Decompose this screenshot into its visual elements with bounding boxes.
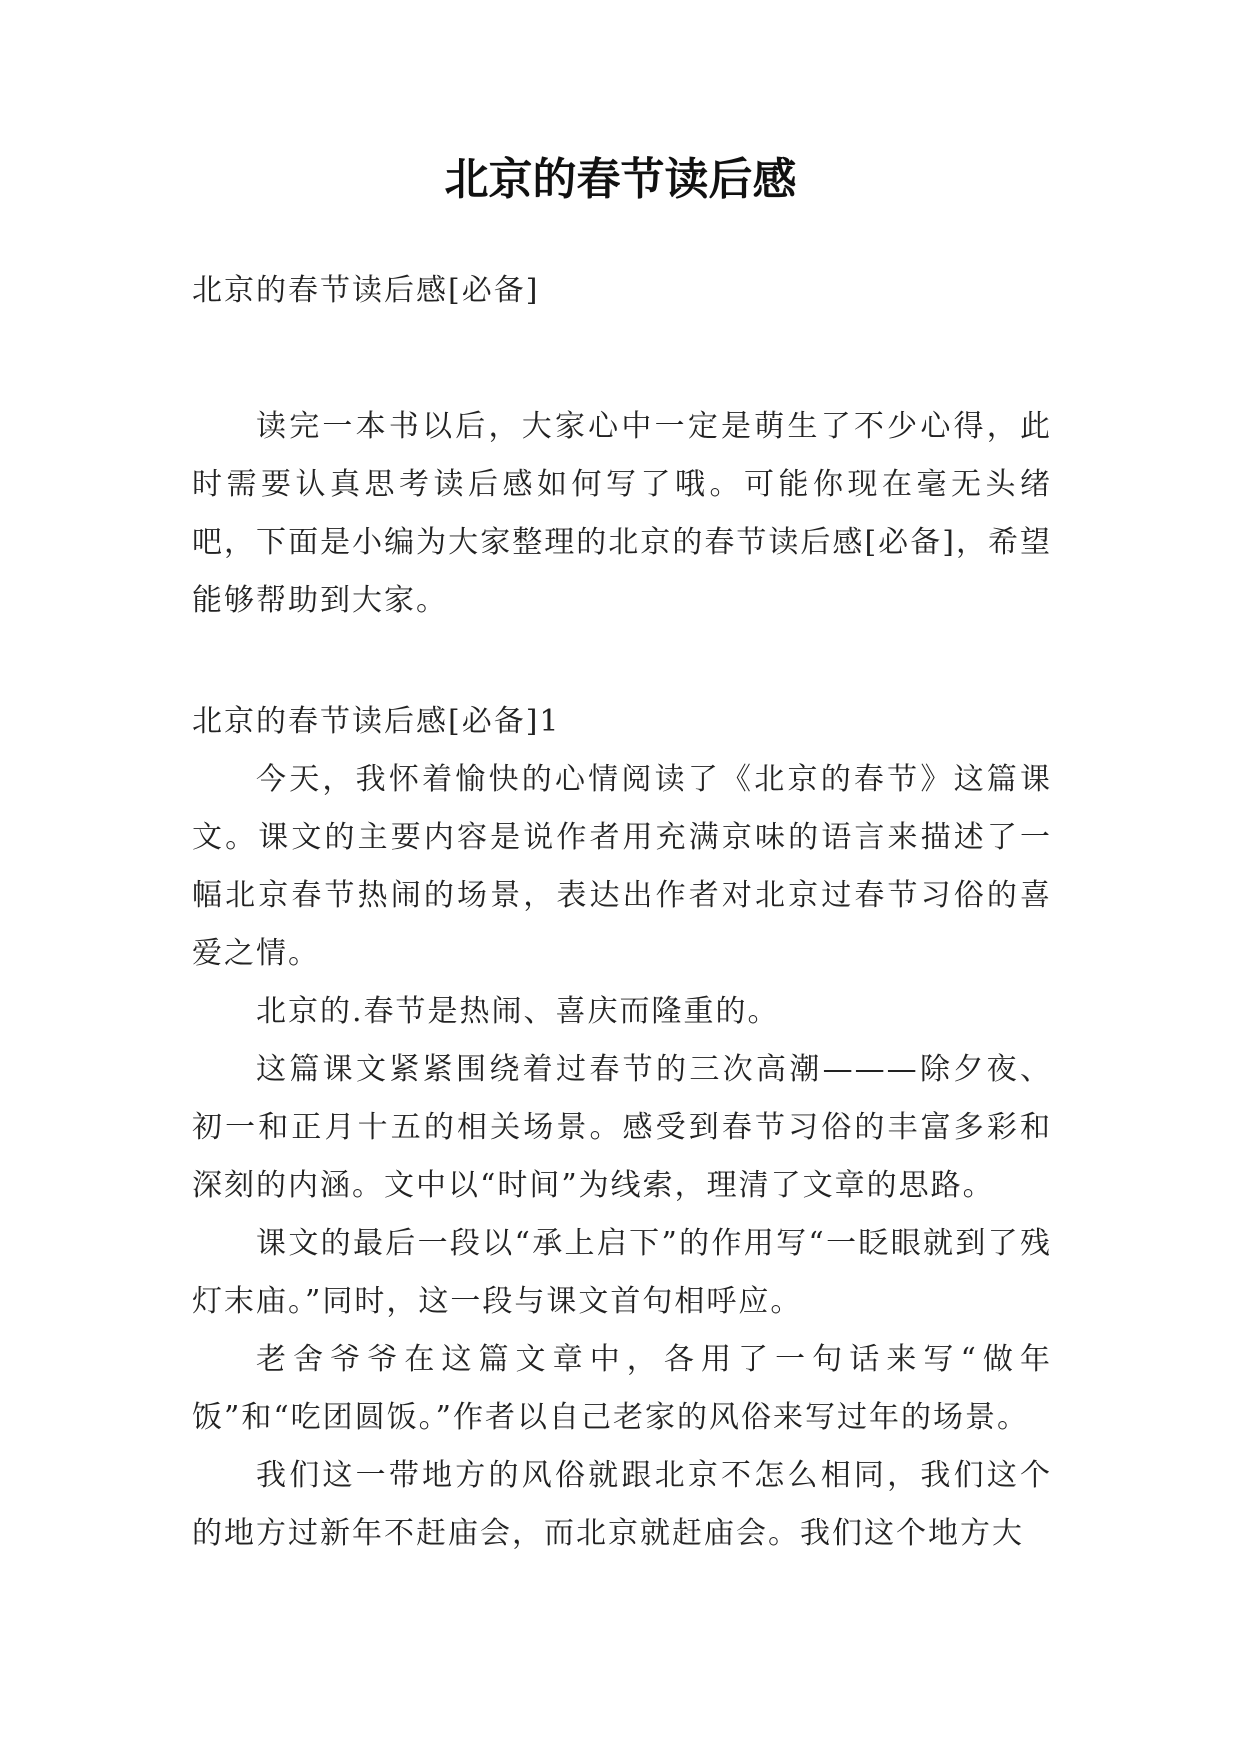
- section-heading: 北京的春节读后感[必备]1: [192, 704, 561, 739]
- paragraph: 这篇课文紧紧围绕着过春节的三次高潮———除夕夜、初一和正月十五的相关场景。感受到春节习俗的丰富多彩和深刻的内涵。文中以“时间”为线索，理清了文章的思路。: [192, 1052, 1052, 1203]
- paragraph: 老舍爷爷在这篇文章中，各用了一句话来写“做年饭”和“吃团圆饭。”作者以自己老家的风俗来写过年的场景。: [192, 1342, 1052, 1435]
- intro-paragraph: 读完一本书以后，大家心中一定是萌生了不少心得，此时需要认真思考读后感如何写了哦。可能你现在毫无头绪吧，下面是小编为大家整理的北京的春节读后感[必备]，希望能够帮助到大家。: [192, 409, 1052, 618]
- paragraph: 今天，我怀着愉快的心情阅读了《北京的春节》这篇课文。课文的主要内容是说作者用充满京味的语言来描述了一幅北京春节热闹的场景，表达出作者对北京过春节习俗的喜爱之情。: [192, 762, 1052, 971]
- paragraph: 我们这一带地方的风俗就跟北京不怎么相同，我们这个的地方过新年不赶庙会，而北京就赶庙会。我们这个地方大: [192, 1458, 1052, 1551]
- paragraph: 北京的.春节是热闹、喜庆而隆重的。: [256, 994, 780, 1029]
- document-title: 北京的春节读后感: [444, 154, 797, 205]
- document-subtitle: 北京的春节读后感[必备]: [192, 273, 540, 308]
- paragraph: 课文的最后一段以“承上启下”的作用写“一眨眼就到了残灯末庙。”同时，这一段与课文首句相呼应。: [192, 1226, 1052, 1319]
